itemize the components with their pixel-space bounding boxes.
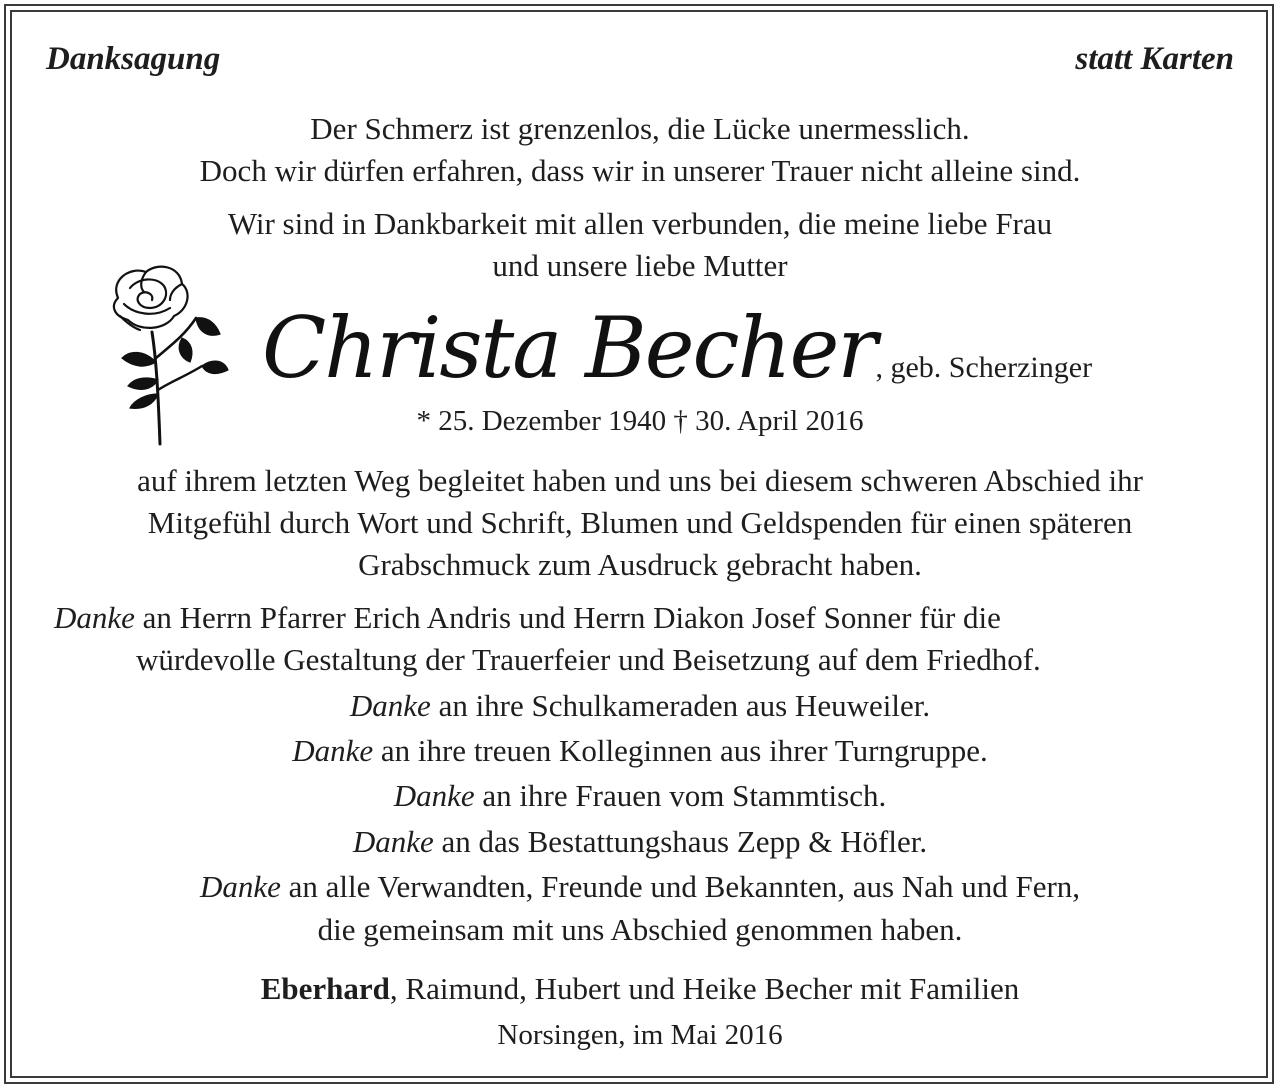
thanks-line-4 [0,731,1280,771]
thanks-text: an Herrn Pfarrer Erich Andris und Herrn Diakon Josef Sonner für die [134,600,1001,635]
danke-keyword: Danke [292,733,374,768]
danke-keyword: Danke [349,688,431,723]
thanks-line-6 [0,822,1280,862]
thanks-text: an ihre Frauen vom Stammtisch. [474,778,887,813]
intro-line-2: Doch wir dürfen erfahren, dass wir in unserer Trauer nicht alleine sind. [199,153,1081,188]
thanks-text: an alle Verwandten, Freunde und Bekannten, aus Nah und Fern, [280,869,1081,904]
thanks-text: an ihre Schulkameraden aus Heuweiler. [430,688,931,723]
danke-keyword: Danke [54,600,135,635]
thanks-line-8 [0,910,1280,950]
life-dates: * 25. Dezember 1940 † 30. April 2016 [416,405,864,437]
birth-name: , geb. Scherzinger [875,351,1093,384]
header-statt-karten: statt Karten [1075,41,1234,77]
thanks-line-5 [0,776,1280,816]
body-line-1: auf ihrem letzten Weg begleitet haben und uns bei diesem schweren Abschied ihr [137,463,1143,498]
thanks-line-7 [0,867,1280,907]
danke-keyword: Danke [352,824,434,859]
thanks-line-1 [54,598,1254,638]
signature-names [0,969,1280,1009]
deceased-name: Christa Becher [262,299,876,397]
body-line-3: Grabschmuck zum Ausdruck gebracht haben. [358,547,922,582]
body-line-2: Mitgefühl durch Wort und Schrift, Blumen und Geldspenden für einen späteren [147,505,1133,540]
thanks-text: würdevolle Gestaltung der Trauerfeier und Beisetzung auf dem Friedhof. [136,642,1041,677]
deceased-name-row [262,300,1092,396]
intro-line-3: Wir sind in Dankbarkeit mit allen verbunden, die meine liebe Frau [227,206,1053,241]
signature-rest: , Raimund, Hubert und Heike Becher mit Familien [389,971,1020,1006]
place-date: Norsingen, im Mai 2016 [497,1019,783,1051]
signature-bold-name: Eberhard [260,971,390,1006]
danke-keyword: Danke [393,778,475,813]
thanks-line-2 [136,640,1236,680]
header-danksagung: Danksagung [46,41,221,77]
thanks-text: an das Bestattungshaus Zepp & Höfler. [433,824,928,859]
thanks-line-3 [0,686,1280,726]
danke-keyword: Danke [199,869,281,904]
thanks-text: an ihre treuen Kolleginnen aus ihrer Turngruppe. [373,733,988,768]
thanks-text: die gemeinsam mit uns Abschied genommen haben. [317,912,963,947]
intro-line-1: Der Schmerz ist grenzenlos, die Lücke unermesslich. [310,111,970,146]
intro-line-4: und unsere liebe Mutter [492,248,788,283]
